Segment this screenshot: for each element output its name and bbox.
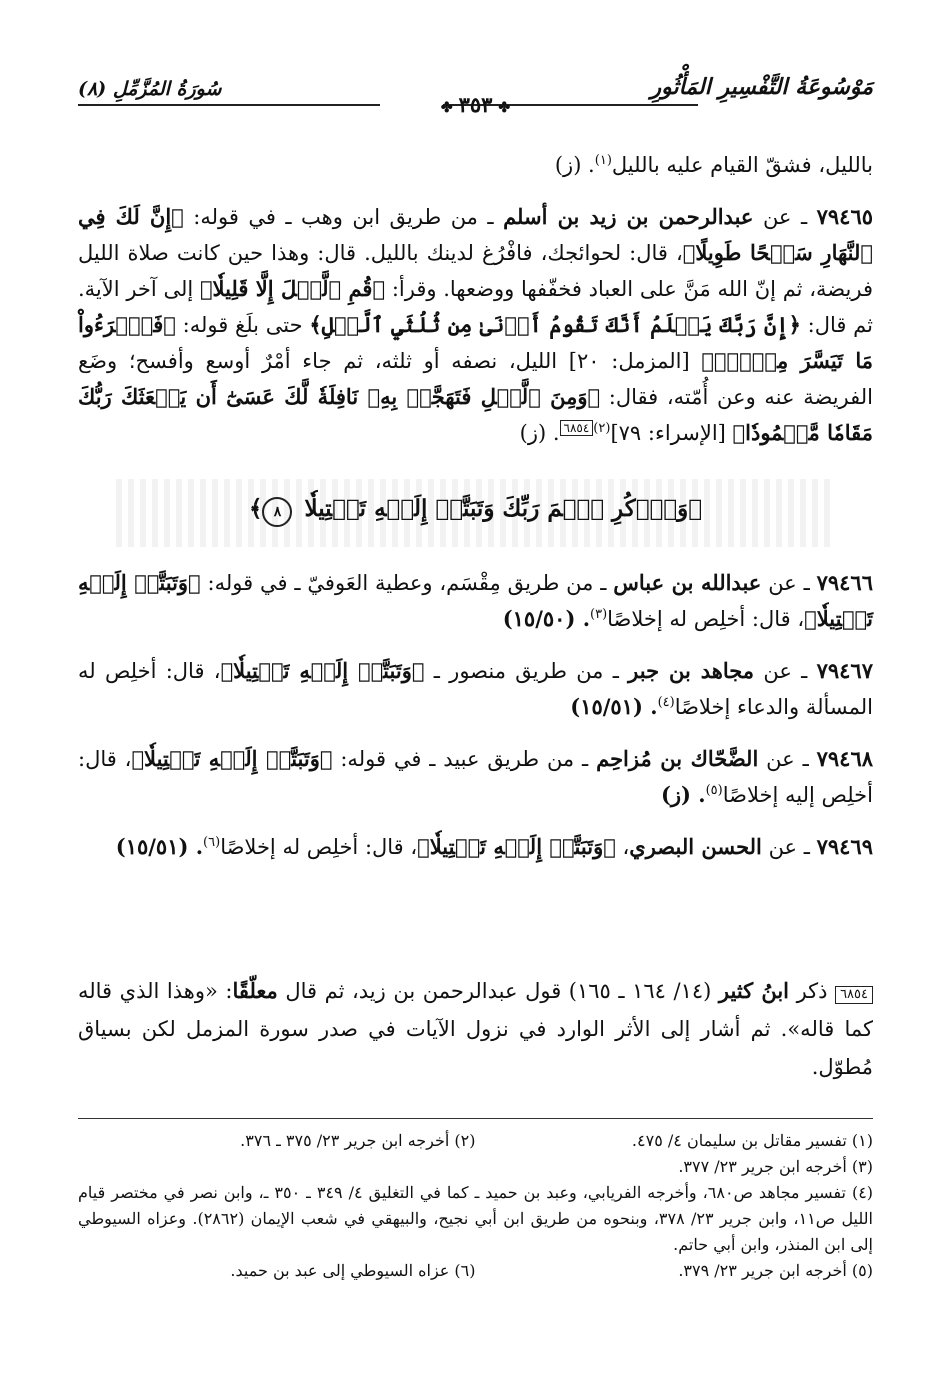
quran-quote: ﴿وَتَبَتَّلۡ إِلَيۡهِ تَبۡتِيلٗا﴾ [78,570,873,631]
verse-reference: [المزمل: ٢٠] [557,349,702,373]
entry-number: ٧٩٤٦٧ [816,658,873,683]
entry-number: ٧٩٤٦٨ [816,746,874,771]
footnote-4: (٤) تفسير مجاهد ص٦٨٠، وأخرجه الفريابي، وعبد بن حميد ـ كما في التغليق ٤/ ٣٤٩ ـ ٣٥٠ ـ، وابن نصر في مختصر قيام الليل ص١١، وابن جرير ٢٣/ ٣٧٨، وبنحوه من طريق ابن أبي نجيح، والبيهقي في شعب الإيمان (٢٨٦٢). وعزاه السيوطي إلى ابن المنذر، وابن أبي حاتم. [78,1183,874,1254]
entry-79469: ٧٩٤٦٩ ـ عن الحسن البصري، ﴿وَتَبَتَّلۡ إِلَيۡهِ تَبۡتِيلٗا﴾، قال: أخلِص له إخلاصًا$^{(٦)}$. (١٥/٥١) [115,834,873,859]
ayah-text: ﴿وَٱذۡكُرِ ٱسۡمَ رَبِّكَ وَتَبَتَّلۡ إِلَيۡهِ تَبۡتِيلٗا [304,495,703,522]
entry-79467: ٧٩٤٦٧ ـ عن مجاهد بن جبر ـ من طريق منصور ـ ﴿وَتَبَتَّلۡ إِلَيۡهِ تَبۡتِيلٗا﴾، قال: أخلِص له المسألة والدعاء إخلاصًا$^{(٤)}$. (١٥/٥١) [78,658,873,719]
entry-continuation: بالليل، فشقّ القيام عليه بالليل$^{(١)}$. (ز) [554,153,873,177]
footnote-ref[interactable]: (٤) [657,695,675,710]
footnote-divider [78,1118,873,1119]
scholar-name: ابنُ كثير [718,978,790,1003]
entry-number: ٧٩٤٦٦ [816,570,873,595]
narrator-name: الحسن البصري [629,834,762,859]
narrator-name: الضَّحّاك بن مُزاحِم [596,746,759,771]
footnote-ref[interactable]: (٢) [593,421,611,436]
quran-quote: ﴿إِنَّ لَكَ فِي ٱلنَّهَارِ سَبۡحًا طَوِيلًا﴾ [78,204,873,265]
entry-number: ٧٩٤٦٥ [816,204,874,229]
note-ref-box[interactable]: ٦٨٥٤ [560,420,594,436]
page-header [78,68,873,128]
quran-quote: ﴿قُمِ ٱلَّيۡلَ إِلَّا قَلِيلٗا﴾ [199,276,386,301]
quran-quote: ﴿وَتَبَتَّلۡ إِلَيۡهِ تَبۡتِيلٗا﴾ [131,746,333,771]
entry-79465: ٧٩٤٦٥ ـ عن عبدالرحمن بن زيد بن أسلم ـ من طريق ابن وهب ـ في قوله: ﴿إِنَّ لَكَ فِي ٱلنَّهَارِ سَبۡحًا طَوِيلًا﴾، قال: لحوائجك، فافْرُغ لدينك بالليل. قال: وهذا حين كانت صلاة الليل فريضة، ثم إنّ الله مَنَّ على العباد فخفّفها ووضعها. وقرأ: ﴿قُمِ ٱلَّيۡلَ إِلَّا قَلِيلٗا﴾ إلى آخر الآية. ثم قال: ﴿إِنَّ رَبَّكَ يَعۡلَمُ أَنَّكَ تَقُومُ أَدۡنَىٰ مِن ثُلُثَيِ ٱلَّيۡلِ﴾ حتى بلَغ قوله: ﴿فَٱقۡرَءُواْ مَا تَيَسَّرَ مِنۡهُۚ﴾ [المزمل: ٢٠] الليل، نصفه أو ثلثه، ثم جاء أمْرٌ أوسع وأفسح؛ وضَع الفريضة عنه وعن أُمّته، فقال: ﴿وَمِنَ ٱلَّيۡلِ فَتَهَجَّدۡ بِهِۦ نَافِلَةٗ لَّكَ عَسَىٰٓ أَن يَبۡعَثَكَ رَبُّكَ مَقَامٗا مَّحۡمُودٗا﴾ [الإسراء: ٧٩]$^{(٢)}$٦٨٥٤. (ز) [78,204,874,445]
page-number-group [435,92,516,117]
footnote-3: (٣) أخرجه ابن جرير ٢٣/ ٣٧٧. [678,1157,873,1176]
footnote-5: (٥) أخرجه ابن جرير ٢٣/ ٣٧٩. [678,1261,873,1280]
footnote-ref[interactable]: (٥) [705,783,723,798]
quran-quote: ﴿إِنَّ رَبَّكَ يَعۡلَمُ أَنَّكَ تَقُومُ أَدۡنَىٰ مِن ثُلُثَيِ ٱلَّيۡلِ﴾ [309,312,801,337]
ornament-icon: ✤ [498,100,511,116]
entry-79468: ٧٩٤٦٨ ـ عن الضَّحّاك بن مُزاحِم ـ من طريق عبيد ـ في قوله: ﴿وَتَبَتَّلۡ إِلَيۡهِ تَبۡتِيلٗا﴾، قال: أخلِص إليه إخلاصًا$^{(٥)}$. (ز) [78,746,874,807]
footnote-ref[interactable]: (١) [594,153,612,168]
entry-79466: ٧٩٤٦٦ ـ عن عبدالله بن عباس ـ من طريق مِقْسَم، وعطية العَوفيّ ـ في قوله: ﴿وَتَبَتَّلۡ إِلَيۡهِ تَبۡتِيلٗا﴾، قال: أخلِص له إخلاصًا$^{(٣)}$. (١٥/٥٠) [78,570,873,631]
narrator-name: عبدالرحمن بن زيد بن أسلم [503,204,754,229]
volume-ref: . (١٥/٥١) [115,834,204,859]
quran-quote: ﴿وَمِنَ ٱلَّيۡلِ فَتَهَجَّدۡ بِهِۦ نَافِلَةٗ لَّكَ عَسَىٰٓ أَن يَبۡعَثَكَ رَبُّكَ مَقَامٗا مَّحۡمُودٗا﴾ [78,384,873,445]
footnote-6: (٦) عزاه السيوطي إلى عبد بن حميد. [230,1261,476,1280]
entry-number: ٧٩٤٦٩ [816,834,873,859]
footnote-1: (١) تفسير مقاتل بن سليمان ٤/ ٤٧٥. [631,1131,873,1150]
quran-quote: ﴿فَٱقۡرَءُواْ مَا تَيَسَّرَ مِنۡهُۚ﴾ [78,312,873,373]
footnote-ref[interactable]: (٣) [590,607,608,622]
footnote-2: (٢) أخرجه ابن جرير ٢٣/ ٣٧٥ ـ ٣٧٦. [240,1131,476,1150]
volume-ref: . (١٥/٥١) [570,694,658,719]
narrator-name: مجاهد بن جبر [628,658,755,683]
quran-quote: ﴿وَتَبَتَّلۡ إِلَيۡهِ تَبۡتِيلٗا﴾ [220,658,425,683]
note-number-box: ٦٨٥٤ [835,986,873,1004]
volume-ref: . (١٥/٥٠) [502,606,591,631]
narrator-name: عبدالله بن عباس [613,570,762,595]
ornament-icon: ✤ [440,100,453,116]
ayah-banner: ﴿وَٱذۡكُرِ ٱسۡمَ رَبِّكَ وَتَبَتَّلۡ إِلَيۡهِ تَبۡتِيلٗا ٨﴾ [116,479,836,547]
page-number: ٣٥٣ [458,92,493,117]
commentary-note: ٦٨٥٤ ذكر ابنُ كثير (١٤/ ١٦٤ ـ ١٦٥) قول عبدالرحمن بن زيد، ثم قال معلّقًا: «وهذا الذي قاله كما قاله». ثم أشار إلى الأثر الوارد في نزول الآيات في صدر سورة المزمل لكن بسياق مُطوّل. [78,978,873,1079]
volume-ref: . (ز) [660,782,706,807]
footnotes [78,1128,873,1284]
verse-reference: [الإسراء: ٧٩] [610,421,733,445]
quran-quote: ﴿وَتَبَتَّلۡ إِلَيۡهِ تَبۡتِيلٗا﴾ [417,834,616,859]
ayah-number: ٨ [262,497,292,527]
header-rule-left [78,104,380,106]
footnote-ref[interactable]: (٦) [203,835,221,850]
book-title: مَوْسُوعَةُ التَّفْسِيرِ المَأْثُورِ [650,74,873,100]
main-text [78,148,873,881]
surah-label: سُورَةُ المُزَّمِّلِ (٨) [78,78,222,100]
